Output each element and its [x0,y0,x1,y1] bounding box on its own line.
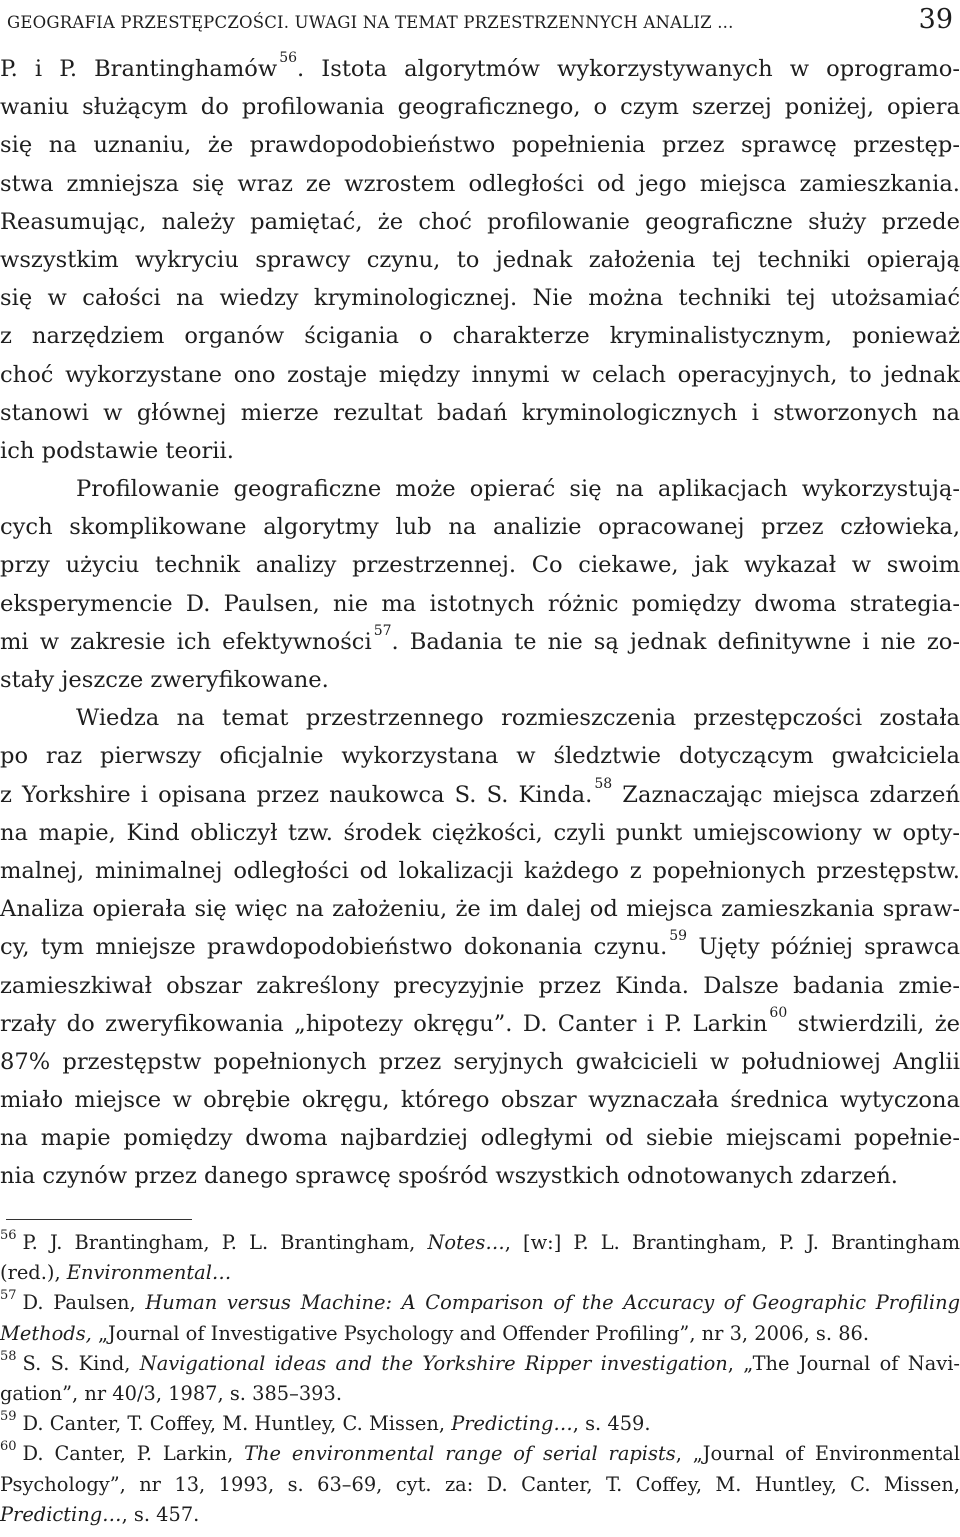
text-line: Analiza opierała się więc na założeniu, że im dalej od miejsca zamieszkania spraw- [0,896,960,923]
text-line: na mapie pomiędzy dwoma najbardziej odległymi od siebie miejscami popełnie- [0,1125,960,1152]
footnote-ref-57[interactable]: 57 [373,622,392,639]
footnote-57: $^{57}$ D. Paulsen, Human versus Machine: A Comparison of the Accuracy of Geographic Profiling [0,1288,960,1315]
text-line: zamieszkiwał obszar zakreślony precyzyjnie przez Kinda. Dalsze badania zmie- [0,972,960,999]
footnote-ref-56[interactable]: 56 [279,50,298,66]
text-line: stanowi w głównej mierze rezultat badań kryminologicznych i stworzonych na [0,399,960,426]
text-line: przy użyciu technik analizy przestrzennej. Co ciekawe, jak wykazał w swoim [0,552,960,579]
footnote-60-cont2: Predicting…, s. 457. [0,1502,200,1526]
footnote-60-cont: Psychology”, nr 13, 1993, s. 63–69, cyt. za: D. Canter, T. Coffey, M. Huntley, C. Missen, [0,1472,960,1496]
text-line: miało miejsce w obrębie okręgu, którego obszar wyznaczała średnica wytyczona [0,1087,960,1114]
text-line: eksperymencie D. Paulsen, nie ma istotnych różnic pomiędzy dwoma strategia- [0,590,960,617]
footnote-60: $^{60}$ D. Canter, P. Larkin, The environmental range of serial rapists, „Journal of Environmental [0,1439,960,1466]
text-line: waniu służącym do profilowania geograficznego, o czym szerzej poniżej, opiera [0,94,960,121]
footnote-56: $^{56}$ P. J. Brantingham, P. L. Brantingham, Notes…, [w:] P. L. Brantingham, P. J. Brantingham [0,1228,960,1254]
text-line: Wiedza na temat przestrzennego rozmieszczenia przestępczości została [76,705,960,732]
text-line: ich podstawie teorii. [0,437,234,464]
text-line: cych skomplikowane algorytmy lub na analizie opracowanej przez człowieka, [0,514,960,541]
text-line: cy, tym mniejsze prawdopodobieństwo dokonania czynu. $^{59}$ Ujęty później sprawca [0,928,960,961]
text-line: rzały do zweryfikowania „hipotezy okręgu”. D. Canter i P. Larkin $^{60}$ stwierdzili, że [0,1004,960,1037]
body-text [0,50,960,1196]
text-line: po raz pierwszy oficjalnie wykorzystana w śledztwie dotyczącym gwałciciela [0,743,960,770]
running-title: GEOGRAFIA PRZESTĘPCZOŚCI. UWAGI NA TEMAT PRZESTRZENNYCH ANALIZ ... [7,13,734,32]
footnote-ref-60[interactable]: 60 [769,1004,788,1021]
text-line: na mapie, Kind obliczył tzw. środek ciężkości, czyli punkt umiejscowiony w opty- [0,819,960,846]
footnote-58-cont: gation”, nr 40/3, 1987, s. 385–393. [0,1381,342,1405]
footnote-ref-59[interactable]: 59 [669,928,688,945]
footnotes [0,1228,960,1530]
text-line: stały jeszcze zweryfikowane. [0,667,329,693]
running-head [7,4,953,38]
text-line: wszystkim wykryciu sprawcy czynu, to jednak założenia tej techniki opierają [0,246,960,273]
text-line: Profilowanie geograficzne może opierać się na aplikacjach wykorzystują- [76,476,960,503]
footnote-separator [6,1219,192,1220]
footnote-56-cont: (red.), Environmental… [0,1261,232,1285]
footnote-57-cont: Methods, „Journal of Investigative Psychology and Offender Profiling”, nr 3, 2006, s. 86. [0,1321,870,1345]
text-line: nia czynów przez danego sprawcę spośród wszystkich odnotowanych zdarzeń. [0,1163,898,1190]
text-line: malnej, minimalnej odległości od lokalizacji każdego z popełnionych przestępstw. [0,857,960,884]
footnote-ref-58[interactable]: 58 [594,775,613,792]
text-line: z narzędziem organów ścigania o charakterze kryminalistycznym, ponieważ [0,323,960,350]
footnote-59: $^{59}$ D. Canter, T. Coffey, M. Huntley, C. Missen, Predicting…, s. 459. [0,1409,651,1436]
text-line: się na uznaniu, że prawdopodobieństwo popełnienia przez sprawcę przestęp- [0,132,960,159]
text-line: 87% przestępstw popełnionych przez seryjnych gwałcicieli w południowej Anglii [0,1048,960,1075]
text-line: z Yorkshire i opisana przez naukowca S. S. Kinda. $^{58}$ Zaznaczając miejsca zdarzeń [0,775,960,808]
page-number: 39 [918,4,953,35]
text-line: stwa zmniejsza się wraz ze wzrostem odległości od jego miejsca zamieszkania. [0,170,960,197]
text-line: P. i P. Brantinghamów $^{56}$. Istota algorytmów wykorzystywanych w oprogramo- [0,50,960,82]
text-line: choć wykorzystane ono zostaje między innymi w celach operacyjnych, to jednak [0,361,960,388]
text-line: Reasumując, należy pamiętać, że choć profilowanie geograficzne służy przede [0,208,960,235]
text-line: się w całości na wiedzy kryminologicznej. Nie można techniki tej utożsamiać [0,285,960,312]
text-line: mi w zakresie ich efektywności $^{57}$. Badania te nie są jednak definitywne i nie zo- [0,622,960,655]
footnote-58: $^{58}$ S. S. Kind, Navigational ideas and the Yorkshire Ripper investigation, „The Journal of Navi- [0,1348,960,1375]
